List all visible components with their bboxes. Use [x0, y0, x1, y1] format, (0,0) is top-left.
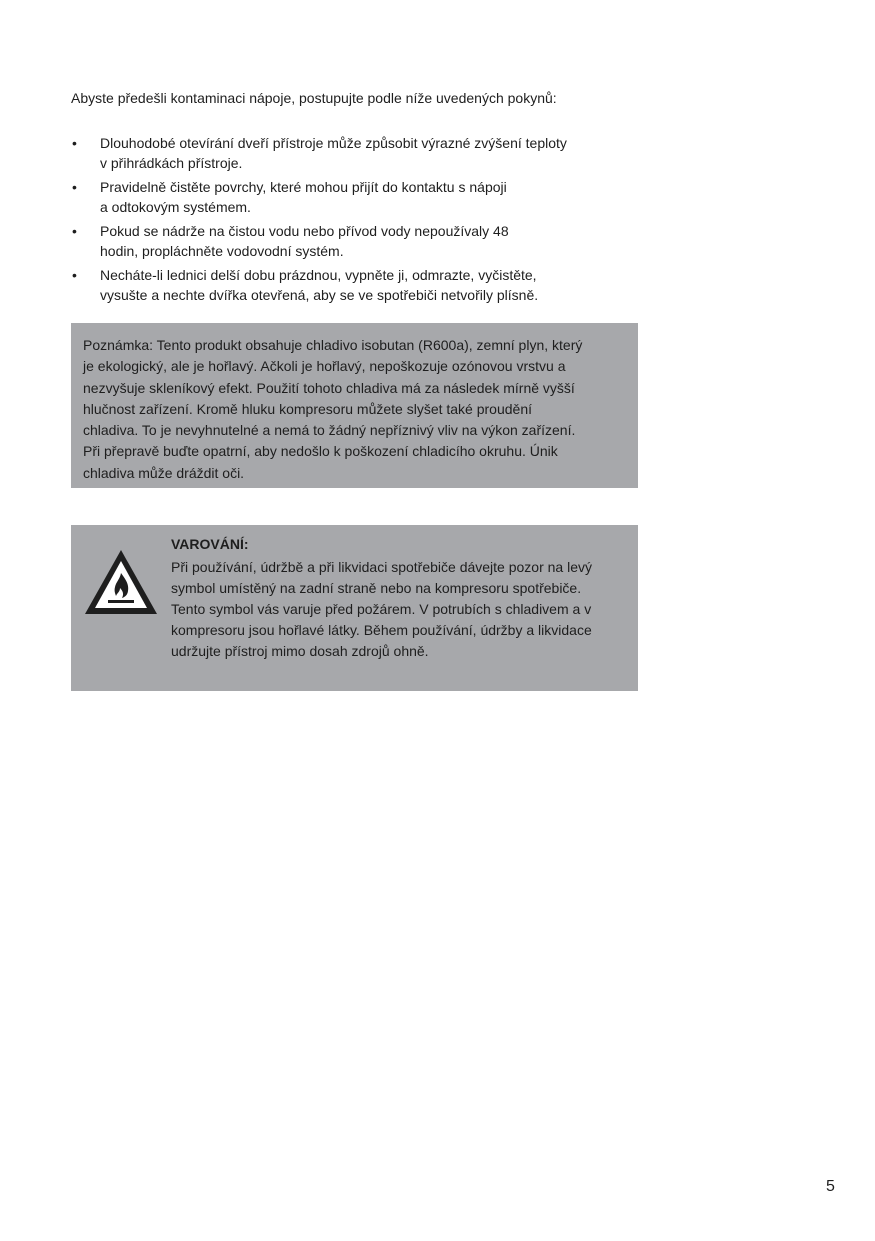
- bullet-marker: •: [72, 223, 77, 239]
- page-number: 5: [826, 1178, 835, 1195]
- hygiene-instructions-list: [71, 134, 651, 310]
- note-line: je ekologický, ale je hořlavý. Ačkoli je hořlavý, nepoškozuje ozónovou vrstvu a: [83, 358, 566, 375]
- list-item-text-line: vysušte a nechte dvířka otevřená, aby se ve spotřebiči netvořily plísně.: [100, 286, 539, 303]
- list-item-text-line: Necháte-li lednici delší dobu prázdnou, vypněte ji, odmrazte, vyčistěte,: [100, 267, 537, 283]
- list-item-text-line: v přihrádkách přístroje.: [100, 154, 243, 171]
- list-item-text-line: hodin, propláchněte vodovodní systém.: [100, 242, 344, 259]
- warning-line: udržujte přístroj mimo dosah zdrojů ohně.: [171, 643, 429, 659]
- warning-line: kompresoru jsou hořlavé látky. Během používání, údržby a likvidace: [171, 622, 592, 638]
- bullet-marker: •: [72, 267, 77, 283]
- list-item: [71, 134, 651, 173]
- list-item-text-line: Pravidelně čistěte povrchy, které mohou přijít do kontaktu s nápoji: [100, 179, 507, 195]
- list-item: [71, 222, 651, 261]
- note-line: hlučnost zařízení. Kromě hluku kompresoru můžete slyšet také proudění: [83, 400, 532, 417]
- warning-title: VAROVÁNÍ:: [171, 536, 249, 552]
- fire-warning-box: [71, 525, 638, 691]
- list-item: [71, 178, 651, 217]
- note-line: chladiva. To je nevyhnutelné a nemá to žádný nepříznivý vliv na výkon zařízení.: [83, 422, 576, 439]
- note-line: chladiva může dráždit oči.: [83, 464, 245, 481]
- refrigerant-note-box: [71, 323, 638, 488]
- note-line: nezvyšuje skleníkový efekt. Použití tohoto chladiva má za následek mírně vyšší: [83, 379, 575, 396]
- warning-line: Při používání, údržbě a při likvidaci spotřebiče dávejte pozor na levý: [171, 559, 592, 575]
- list-item-text-line: a odtokovým systémem.: [100, 198, 251, 215]
- warning-text-block: [171, 535, 633, 662]
- list-item-text-line: Pokud se nádrže na čistou vodu nebo přívod vody nepoužívaly 48: [100, 223, 509, 239]
- list-item: [71, 266, 651, 305]
- bullet-marker: •: [72, 179, 77, 195]
- intro-paragraph: Abyste předešli kontaminaci nápoje, postupujte podle níže uvedených pokynů:: [71, 90, 557, 106]
- warning-line: Tento symbol vás varuje před požárem. V potrubích s chladivem a v: [171, 601, 592, 617]
- list-item-text-line: Dlouhodobé otevírání dveří přístroje může způsobit výrazné zvýšení teploty: [100, 135, 567, 151]
- warning-line: symbol umístěný na zadní straně nebo na kompresoru spotřebiče.: [171, 580, 582, 596]
- flammable-warning-icon: [82, 547, 160, 617]
- bullet-marker: •: [72, 135, 77, 151]
- note-line: Poznámka: Tento produkt obsahuje chladivo isobutan (R600a), zemní plyn, který: [83, 337, 583, 353]
- note-line: Při přepravě buďte opatrní, aby nedošlo k poškození chladicího okruhu. Únik: [83, 443, 558, 460]
